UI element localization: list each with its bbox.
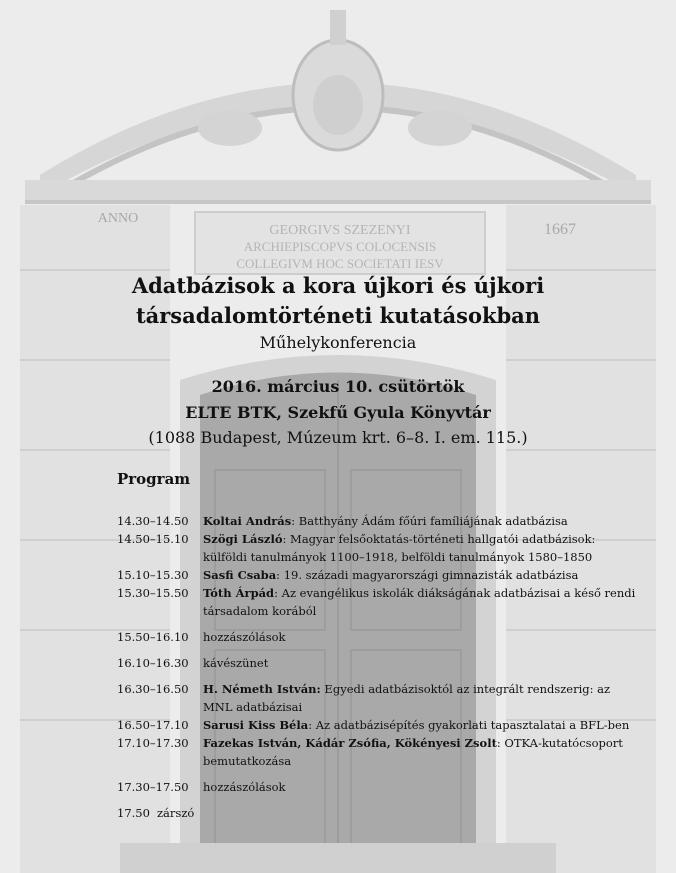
inscription-year: 1667: [544, 221, 576, 238]
program-title: zárszó: [157, 806, 195, 820]
program-item: [117, 566, 637, 584]
program-time: 16.50–17.10: [117, 718, 189, 732]
program-time: 15.50–16.10: [117, 630, 189, 644]
plaque-line-2: ARCHIEPISCOPVS COLOCENSIS: [243, 239, 437, 254]
event-date: 2016. március 10. csütörtök: [211, 377, 465, 396]
program-title: : Batthyány Ádám főúri famíliájának adatbázisa: [291, 514, 568, 528]
program-heading: Program: [117, 470, 191, 488]
program-speaker: Fazekas István, Kádár Zsófia, Kökényesi Zsolt: [203, 736, 497, 750]
program-item: [117, 628, 637, 646]
program-item: [117, 804, 637, 822]
inscription-anno: ANNO: [97, 211, 139, 226]
title-line-2: társadalomtörténeti kutatásokban: [135, 303, 541, 328]
program-time: 14.30–14.50: [117, 514, 189, 528]
subtitle: Műhelykonferencia: [259, 333, 417, 352]
program-item: [117, 654, 637, 672]
event-venue: ELTE BTK, Szekfű Gyula Könyvtár: [185, 403, 491, 422]
program-time: 16.30–16.50: [117, 682, 189, 696]
plaque-line-3: COLLEGIVM HOC SOCIETATI IESV: [236, 256, 444, 271]
program-title: kávészünet: [203, 656, 269, 670]
program-item: [117, 778, 637, 796]
program-speaker: Koltai András: [203, 514, 292, 528]
program-speaker: Sarusi Kiss Béla: [203, 718, 309, 732]
program-speaker: Tóth Árpád: [203, 586, 275, 600]
event-address: (1088 Budapest, Múzeum krt. 6–8. I. em. 115.): [148, 428, 528, 447]
program-title: : 19. századi magyarországi gimnazisták adatbázisa: [276, 568, 579, 582]
program-item: [117, 584, 637, 620]
program-title: : OTKA-kutatócsoport bemutatkozása: [203, 736, 623, 768]
program-title: : Magyar felsőoktatás-történeti hallgatói adatbázisok: külföldi tanulmányok 1100–1918, belföldi tanulmányok 1580–1850: [203, 532, 596, 564]
program-title: Egyedi adatbázisoktól az integrált rendszerig: az MNL adatbázisai: [203, 682, 611, 714]
program-list: [117, 512, 637, 822]
program-speaker: H. Németh István:: [203, 682, 321, 696]
program-item: [117, 716, 637, 734]
program-time: 17.10–17.30: [117, 736, 189, 750]
plaque-line-1: GEORGIVS SZEZENYI: [269, 223, 411, 238]
program-title: hozzászólások: [203, 780, 286, 794]
program-item: [117, 680, 637, 716]
program-speaker: Sasfi Csaba: [203, 568, 277, 582]
program-time: 14.50–15.10: [117, 532, 189, 546]
program-title: : Az evangélikus iskolák diákságának adatbázisai a késő rendi társadalom korából: [203, 586, 636, 618]
program-item: [117, 734, 637, 770]
program-time: 15.10–15.30: [117, 568, 189, 582]
title-line-1: Adatbázisok a kora újkori és újkori: [131, 273, 545, 298]
program-item: [117, 530, 637, 566]
program-item: [117, 512, 637, 530]
program-time: 17.50: [117, 806, 150, 820]
program-time: 16.10–16.30: [117, 656, 189, 670]
program-title: hozzászólások: [203, 630, 286, 644]
program-title: : Az adatbázisépítés gyakorlati tapasztalatai a BFL-ben: [308, 718, 630, 732]
program-time: 15.30–15.50: [117, 586, 189, 600]
program-speaker: Szögi László: [203, 532, 283, 546]
program-time: 17.30–17.50: [117, 780, 189, 794]
